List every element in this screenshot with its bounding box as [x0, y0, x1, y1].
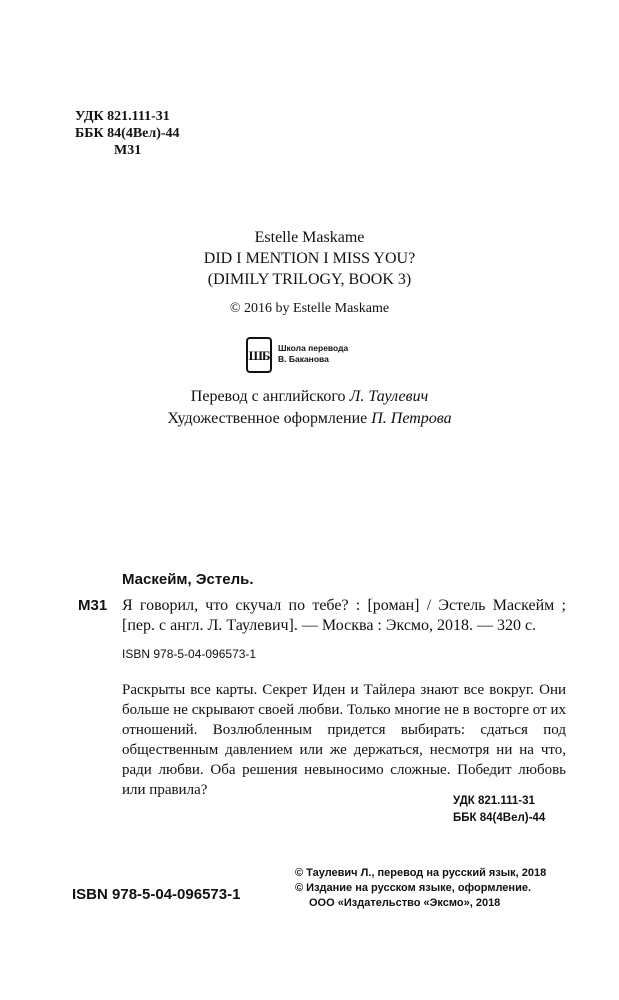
copyright-block	[295, 866, 546, 911]
card-annotation	[78, 680, 566, 800]
publisher-logo	[246, 337, 386, 377]
copyright-line-2: © Издание на русском языке, оформление.	[295, 882, 532, 894]
card-udk: УДК 821.111-31	[453, 795, 535, 807]
udk-code: УДК 821.111-31	[75, 109, 170, 124]
original-copyright: © 2016 by Estelle Maskame	[229, 301, 390, 316]
translation-prefix: Перевод с английского	[190, 388, 350, 405]
original-series: (DIMILY TRILOGY, BOOK 3)	[207, 271, 412, 288]
bibliographic-card	[78, 570, 566, 800]
annotation-text: Раскрыты все карты. Секрет Иден и Тайлера знают все вокруг. Они больше не скрывают своей любви. Только многие не в восторге от их отношений. Возлюбленным придется выбирать: сдаться под общественным давлением или же держаться, несмотря ни на что, ради любви. Оба решения невыносимо сложные. Победит любовь или правила?	[122, 682, 566, 798]
original-title: DID I MENTION I MISS YOU?	[203, 250, 416, 267]
author-mark: М31	[114, 143, 142, 158]
design-credit	[0, 408, 619, 430]
card-author-mark: М31	[78, 597, 108, 614]
card-bbk: ББК 84(4Вел)-44	[453, 812, 546, 824]
bottom-isbn: ISBN 978-5-04-096573-1	[72, 886, 241, 903]
copyright-line-3: ООО «Издательство «Эксмо», 2018	[309, 897, 501, 909]
card-author-heading: Маскейм, Эстель.	[122, 571, 254, 588]
logo-line-2: В. Баканова	[278, 354, 329, 364]
logo-text	[278, 343, 348, 365]
logo-mark-icon	[246, 337, 272, 373]
card-isbn: ISBN 978-5-04-096573-1	[122, 647, 257, 661]
bbk-code: ББК 84(4Вел)-44	[75, 126, 180, 141]
copyright-line-1: © Таулевич Л., перевод на русский язык, 2018	[295, 867, 547, 879]
logo-mark-letters: ШБ	[248, 347, 270, 363]
original-edition	[0, 227, 619, 319]
original-author: Estelle Maskame	[254, 229, 365, 246]
credits	[0, 386, 619, 430]
classification-codes	[75, 108, 180, 159]
translator-name: Л. Таулевич	[349, 388, 429, 405]
translation-credit	[0, 386, 619, 408]
design-prefix: Художественное оформление	[167, 410, 372, 427]
card-entry-text: Я говорил, что скучал по тебе? : [роман] / Эстель Маскейм ; [пер. с англ. Л. Таулевич]. — Москва : Эксмо, 2018. — 320 с.	[122, 597, 566, 634]
card-classification-codes	[453, 793, 545, 827]
card-entry	[78, 596, 566, 636]
designer-name: П. Петрова	[371, 410, 452, 427]
logo-line-1: Школа перевода	[278, 343, 349, 353]
